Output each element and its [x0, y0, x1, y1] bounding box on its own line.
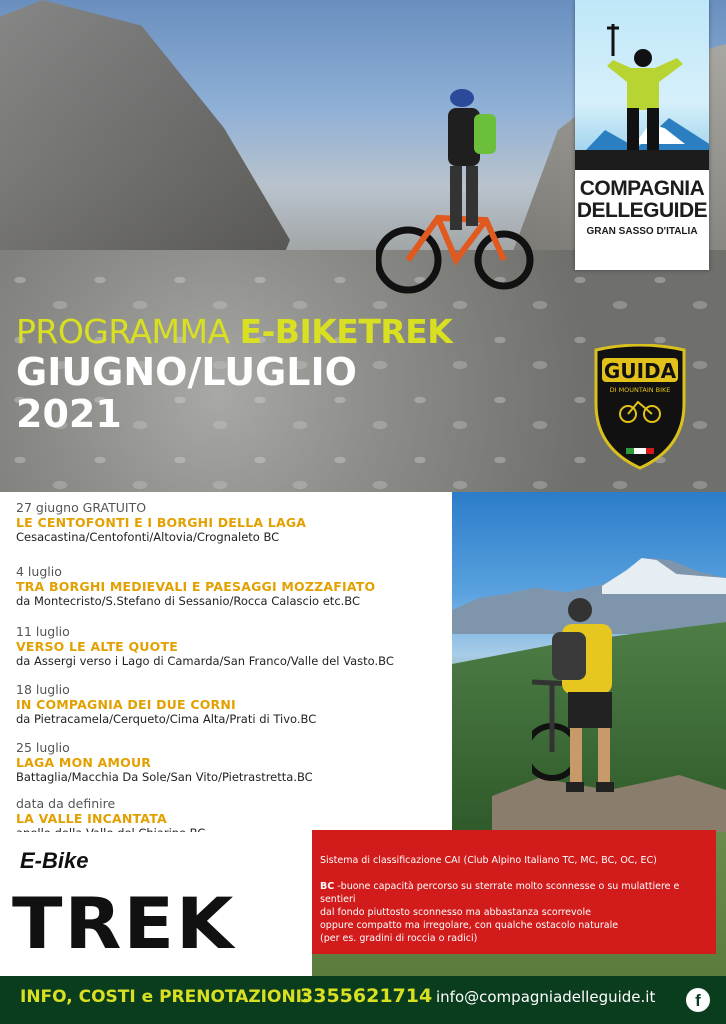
- event-date: 18 luglio: [16, 682, 70, 697]
- cyclist-figure: [532, 592, 712, 822]
- logo-line1: COMPAGNIA: [579, 177, 705, 200]
- logo-line2: DELLEGUIDE: [576, 199, 708, 222]
- list-item: [16, 500, 306, 544]
- event-route: da Montecristo/S.Stefano di Sessanio/Rocca Calascio etc.BC: [16, 594, 361, 608]
- event-route: da Assergi verso i Lago di Camarda/San Franco/Valle del Vasto.BC: [16, 654, 394, 668]
- list-item: [16, 740, 313, 784]
- facebook-icon[interactable]: f: [686, 988, 710, 1012]
- logo-line3: GRAN SASSO D'ITALIA: [586, 226, 698, 237]
- event-list: [0, 492, 452, 832]
- list-item: [16, 624, 394, 668]
- classification-code: BC: [320, 881, 335, 892]
- event-date: 4 luglio: [16, 564, 62, 579]
- badge-subtitle: DI MOUNTAIN BIKE: [609, 386, 671, 394]
- trek-logo: TREK: [12, 883, 236, 965]
- event-title: LA VALLE INCANTATA: [16, 811, 167, 826]
- event-date: 25 luglio: [16, 740, 70, 755]
- program-title: PROGRAMMA E-BIKETREK: [16, 312, 453, 351]
- hero-image: [0, 0, 726, 492]
- classification-heading: Sistema di classificazione CAI (Club Alpino Italiano TC, MC, BC, OC, EC): [320, 855, 657, 866]
- event-date: 27 giugno GRATUITO: [16, 500, 147, 515]
- program-year: 2021: [16, 392, 122, 436]
- classification-description: BC -buone capacità percorso su sterrate molto sconnesse o su mulattiere e sentieri dal fondo piuttosto sconnesso ma abbastanza scorrevole oppure compatto ma irregolare, con qualche ostacolo naturale (per es. gradini di roccia o radici): [320, 881, 680, 944]
- footer-bar: [0, 976, 726, 1024]
- mountain-photo: [452, 492, 726, 832]
- classification-box: [312, 830, 716, 954]
- event-title: TRA BORGHI MEDIEVALI E PAESAGGI MOZZAFIATO: [16, 579, 376, 594]
- email-link[interactable]: info@compagniadelleguide.it: [436, 988, 656, 1006]
- event-route: Battaglia/Macchia Da Sole/San Vito/Pietrastretta.BC: [16, 770, 313, 784]
- info-label: INFO, COSTI e PRENOTAZIONI:: [20, 987, 309, 1007]
- phone-link[interactable]: 3355621714: [300, 985, 433, 1007]
- event-route: Cesacastina/Centofonti/Altovia/Crognaleto BC: [16, 530, 280, 544]
- mtb-guide-badge: [592, 344, 688, 470]
- ebike-label: E-Bike: [20, 848, 89, 873]
- event-title: LAGA MON AMOUR: [16, 755, 152, 770]
- event-date: data da definire: [16, 796, 116, 811]
- compagnia-logo: [575, 0, 709, 270]
- list-item: [16, 682, 316, 726]
- list-item: [16, 564, 375, 608]
- event-title: IN COMPAGNIA DEI DUE CORNI: [16, 697, 236, 712]
- event-route: da Pietracamela/Cerqueto/Cima Alta/Prati di Tivo.BC: [16, 712, 317, 726]
- event-title: LE CENTOFONTI E I BORGHI DELLA LAGA: [16, 515, 307, 530]
- climber-icon: [593, 20, 693, 160]
- rider-figure: [440, 88, 510, 238]
- badge-title: GUIDA: [603, 359, 677, 383]
- program-months: GIUGNO/LUGLIO: [16, 350, 357, 394]
- event-title: VERSO LE ALTE QUOTE: [16, 639, 178, 654]
- event-date: 11 luglio: [16, 624, 70, 639]
